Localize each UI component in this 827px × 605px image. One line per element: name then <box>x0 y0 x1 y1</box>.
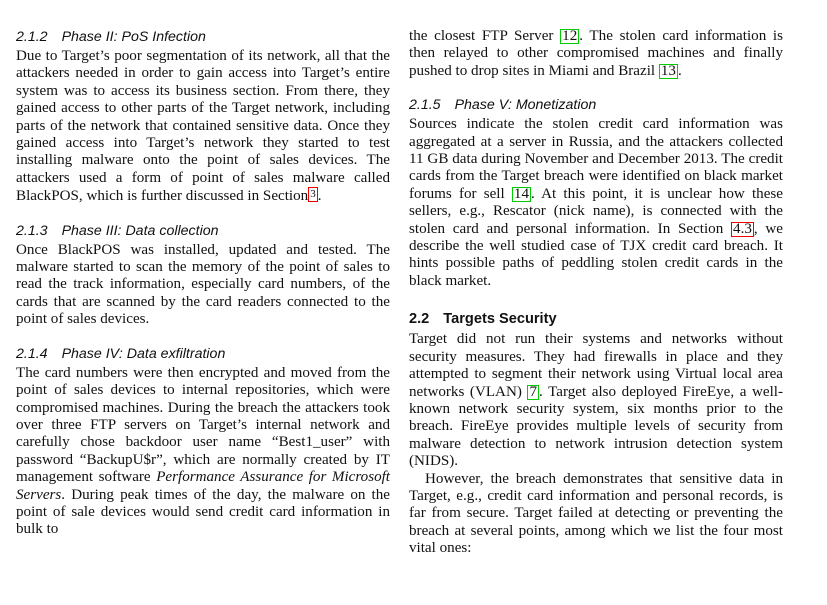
citation-link[interactable]: 14 <box>513 185 529 202</box>
section-number: 2.2 <box>409 311 430 328</box>
paragraph-breach-demonstrates: However, the breach demonstrates that sensitive data in Target, e.g., credit card information and personal records, is far from secure. Target failed at detecting or preventing the breach at several points, among which we list the four most vital ones: <box>409 470 783 557</box>
paragraph-data-exfiltration <box>16 365 390 539</box>
paragraph-text: The card numbers were then encrypted and moved from the point of sales devices to internal repositories, which were compromised machines. During the breach the attackers took over three FTP servers on Target’s internal network and carefully chose backdoor user name “Best1_user” with password “BackupU$r”, which are normally created by IT management software <box>16 364 390 486</box>
paragraph-text: Target did not run their systems and networks without security measures. They had firewalls in place and they attempted to segment their network using Virtual local area networks (VLAN) <box>409 331 783 400</box>
subsection-heading-2-1-4 <box>16 345 390 364</box>
subsection-title: Phase V: Monetization <box>454 97 597 114</box>
subsection-number: 2.1.4 <box>16 345 48 362</box>
subsection-title: Phase II: PoS Infection <box>61 29 206 45</box>
subsection-heading-2-1-5 <box>409 96 783 115</box>
citation-link[interactable]: 7 <box>529 383 538 400</box>
section-reference-link[interactable]: 4.3 <box>733 220 752 237</box>
paragraph-text: the closest FTP Server <box>409 28 554 44</box>
subsection-heading-2-1-3 <box>16 222 390 241</box>
paragraph-text: . The stolen card information is then relayed to other compromised machines and finally pushed to drop sites in Miami and Brazil <box>409 28 783 79</box>
citation-link[interactable]: 13 <box>660 62 676 79</box>
paragraph-text: . Target also deployed FireEye, a well-known network security system, six months prior to the breach. FireEye provides multiple levels of security from malware detection to network intrusion detection system (NIDS). <box>409 383 783 470</box>
subsection-heading-2-1-2 <box>16 28 390 47</box>
subsection-title: Phase III: Data collection <box>61 222 219 239</box>
paragraph-text-end: . <box>317 188 322 205</box>
section-reference-link[interactable]: 3 <box>310 188 316 201</box>
paragraph-pos-infection <box>16 48 390 206</box>
paragraph-text: Sources indicate the stolen credit card information was aggregated at a server in Russia, and the attackers collected 11 GB data during November and December 2013. The credit cards from the Target breach were identified on black market forums for sell <box>409 116 783 202</box>
section-title: Targets Security <box>443 311 557 328</box>
software-name-emphasis: Performance Assurance for Microsoft Servers <box>16 469 391 503</box>
subsection-number: 2.1.2 <box>16 29 48 45</box>
left-column <box>16 28 390 539</box>
paragraph-data-collection: Once BlackPOS was installed, updated and tested. The malware started to scan the memory of the point of sales to read the track information, especially card numbers, of the cards that are scanned by the card readers connected to the point of sales devices. <box>16 241 390 328</box>
right-column <box>409 28 783 558</box>
paragraph-monetization <box>409 116 783 290</box>
section-heading-2-2 <box>409 310 783 329</box>
paragraph-continuation <box>409 28 783 80</box>
paragraph-text: Due to Target’s poor segmentation of its network, all that the attackers needed in order to gain access into Target’s entire system was to access its business section. From there, they gained access to other parts of the Target network, including parts of the network that contained sensitive data. Once they gained access into Target’s network they started to test installing malware onto the point of sales devices. The attackers used a form of point of sales malware called BlackPOS, which is further discussed in Section <box>16 48 390 205</box>
paragraph-targets-security <box>409 331 783 470</box>
paragraph-text-end: . During peak times of the day, the malware on the point of sale devices would send credit card information in bulk to <box>16 486 390 538</box>
paragraph-text: . At this point, it is unclear how these sellers, e.g., Rescator (nick name), is connected with the stolen card and personal information. In Section <box>409 185 783 237</box>
subsection-title: Phase IV: Data exfiltration <box>61 345 226 362</box>
paragraph-text-end: , we describe the well studied case of TJX credit card breach. It hints possible paths of peddling stolen credit cards in the black market. <box>409 220 783 289</box>
paragraph-text-end: . <box>677 62 682 79</box>
subsection-number: 2.1.3 <box>16 222 48 239</box>
citation-link[interactable]: 12 <box>562 28 578 44</box>
subsection-number: 2.1.5 <box>409 97 441 114</box>
